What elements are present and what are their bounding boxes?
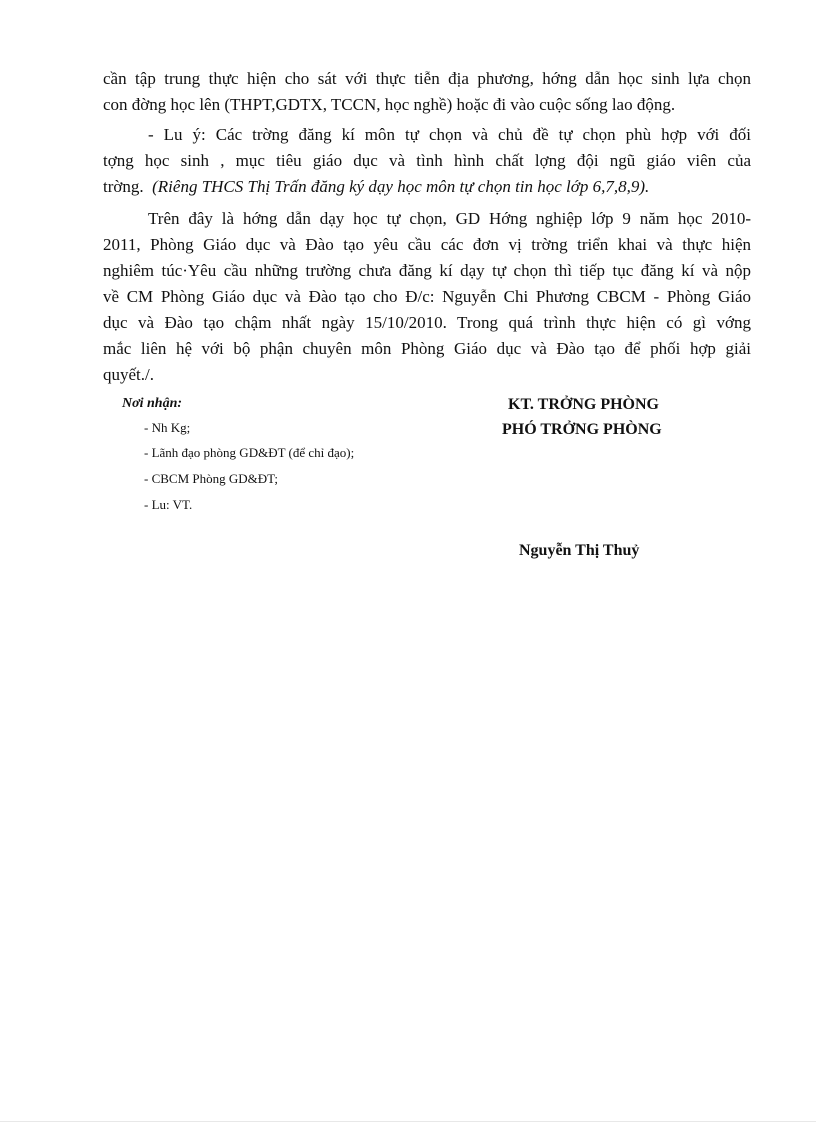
recipient-item: - Lu: VT.	[144, 497, 193, 512]
signature-title-line2: PHÓ TRỞNG PHÒNG	[502, 421, 662, 438]
paragraph-line: cần tập trung thực hiện cho sát với thực tiễn địa phương, hớng dẫn học sinh lựa chọn	[103, 69, 751, 88]
paragraph-line: con đờng học lên (THPT,GDTX, TCCN, học nghề) hoặc đi vào cuộc sống lao động.	[103, 95, 676, 114]
paragraph-line: quyết./.	[103, 365, 154, 384]
paragraph-line: về CM Phòng Giáo dục và Đào tạo cho Đ/c: Nguyễn Chi Phương CBCM - Phòng Giáo	[103, 287, 751, 306]
paragraph-line: dục và Đào tạo chậm nhất ngày 15/10/2010. Trong quá trình thực hiện có gì vớng	[103, 313, 751, 332]
paragraph-line: 2011, Phòng Giáo dục và Đào tạo yêu cầu các đơn vị trờng triển khai và thực hiện	[103, 235, 751, 254]
note-italic-text: (Riêng THCS Thị Trấn đăng ký dạy học môn tự chọn tin học lớp 6,7,8,9).	[152, 177, 650, 196]
recipients-title: Nơi nhận:	[122, 396, 183, 411]
paragraph-line: nghiêm túc·Yêu cầu những trường chưa đăng kí dạy tự chọn thì tiếp tục đăng kí và nộp	[103, 261, 751, 280]
paragraph-summary	[103, 206, 751, 388]
paragraph-line: - Lu ý: Các trờng đăng kí môn tự chọn và chủ đề tự chọn phù hợp với đối	[148, 125, 751, 144]
paragraph-note	[103, 122, 751, 200]
signer-name: Nguyễn Thị Thuỷ	[519, 542, 640, 559]
paragraph-guidance-end	[103, 66, 751, 118]
note-plain-text: trờng.	[103, 177, 144, 196]
paragraph-line: mắc liên hệ với bộ phận chuyên môn Phòng Giáo dục và Đào tạo để phối hợp giải	[103, 339, 751, 358]
recipient-item: - Lãnh đạo phòng GD&ĐT (để chỉ đạo);	[144, 445, 355, 460]
recipient-item: - CBCM Phòng GD&ĐT;	[144, 471, 278, 486]
signature-title-line1: KT. TRỞNG PHÒNG	[508, 396, 659, 413]
paragraph-line: tợng học sinh , mục tiêu giáo dục và tình hình chất lợng đội ngũ giáo viên của	[103, 151, 751, 170]
page-bottom-rule	[0, 1121, 816, 1122]
paragraph-line	[103, 174, 751, 200]
recipient-item: - Nh Kg;	[144, 420, 191, 435]
paragraph-line: Trên đây là hớng dẫn dạy học tự chọn, GD Hớng nghiệp lớp 9 năm học 2010-	[148, 209, 751, 228]
